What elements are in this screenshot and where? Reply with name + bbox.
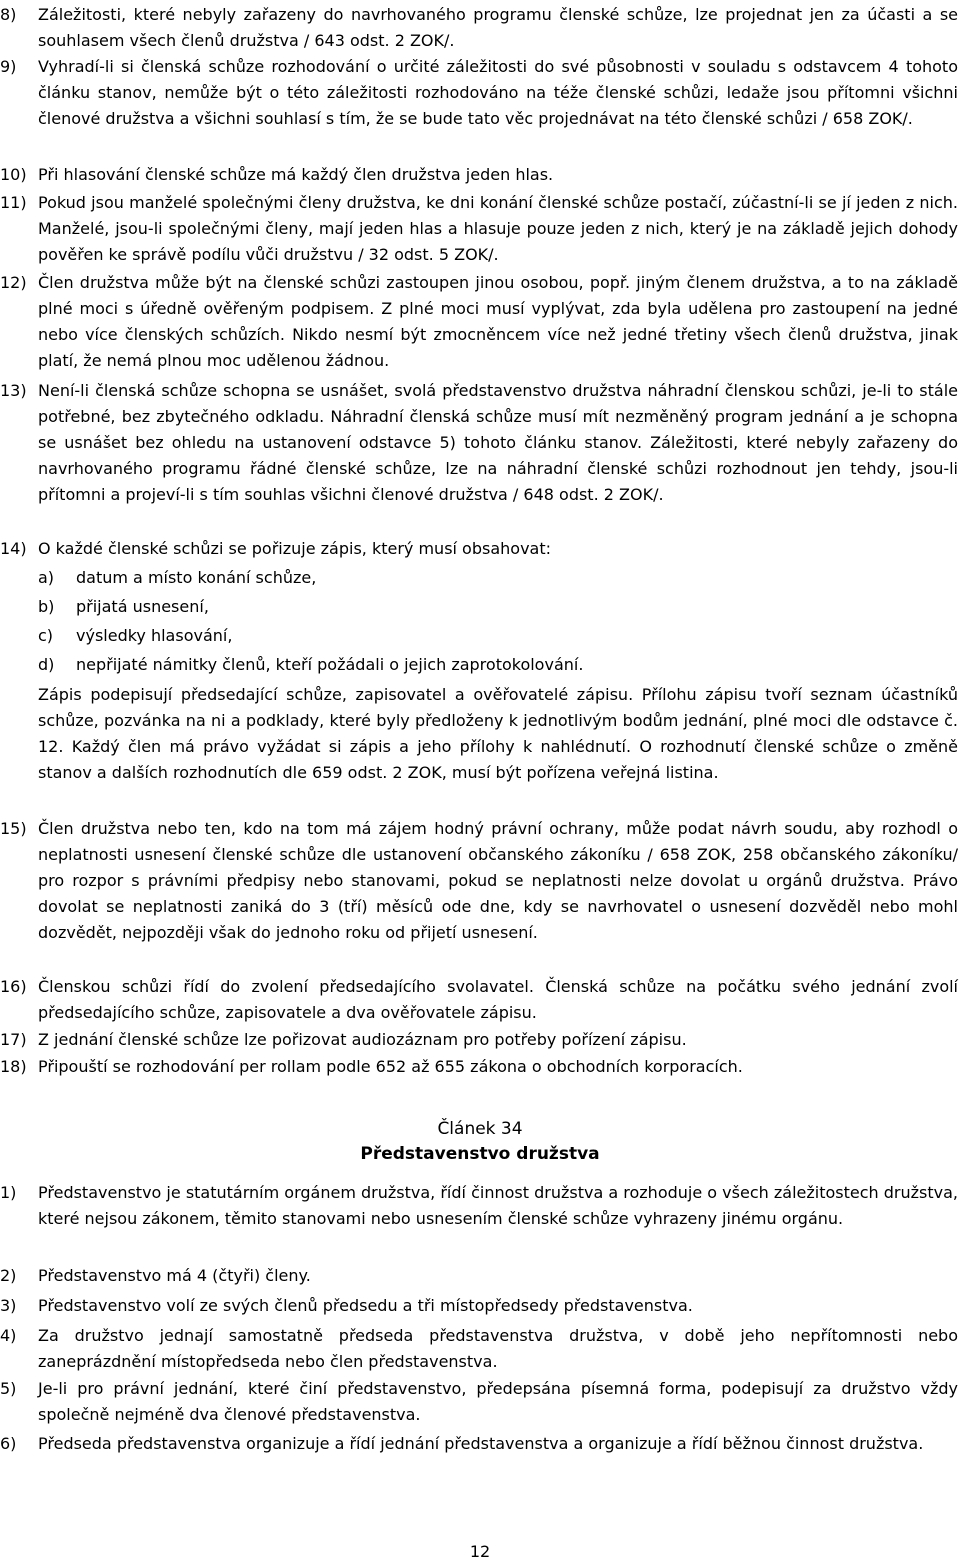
item-text: Připouští se rozhodování per rollam podle 652 až 655 zákona o obchodních korporacích.: [38, 1057, 743, 1076]
page-number: 12: [469, 1542, 491, 1561]
item-18: [0, 1054, 958, 1080]
subitem-b: [38, 594, 938, 620]
subitem-a: [38, 565, 938, 591]
item-number: 14): [0, 539, 27, 558]
item-13: [0, 378, 958, 508]
item-text: Člen družstva nebo ten, kdo na tom má zájem hodný právní ochrany, může podat návrh soudu, aby rozhodl o neplatnosti usnesení členské schůze dle ustanovení občanského zákoníku / 658 ZOK, 258 občanského zákoníku/ pro rozpor s právními předpisy nebo stanovami, pokud se neplatnosti nelze dovolat u orgánů družstva. Právo dovolat se neplatnosti zaniká do 3 (tří) měsíců ode dne, kdy se navrhovatel o usnesení dozvěděl nebo mohl dozvědět, nejpozději však do jednoho roku od přijetí usnesení.: [38, 819, 958, 942]
item-text: Při hlasování členské schůze má každý člen družstva jeden hlas.: [38, 165, 554, 184]
item-15: [0, 816, 958, 946]
subitem-c: [38, 623, 938, 649]
item-number: 3): [0, 1296, 17, 1315]
item-14-continuation: [0, 682, 958, 786]
item-number: 11): [0, 193, 27, 212]
item-text: Zápis podepisují předsedající schůze, zapisovatel a ověřovatelé zápisu. Přílohu zápisu tvoří seznam účastníků schůze, pozvánka na ni a podklady, které byly předloženy k jednotlivým bodům jednání, plné moci dle odstavce č. 12. Každý člen má právo vyžádat si zápis a jeho přílohy k nahlédnutí. O rozhodnutí členské schůze o změně stanov a dalších rozhodnutích dle 659 odst. 2 ZOK, musí být pořízena veřejná listina.: [38, 685, 958, 782]
item-text: Představenstvo je statutárním orgánem družstva, řídí činnost družstva a rozhoduje o všech záležitostech družstva, které nejsou zákonem, těmito stanovami nebo usnesením členské schůze vyhrazeny jinému orgánu.: [38, 1183, 958, 1228]
item-number: 12): [0, 273, 27, 292]
item-number: 1): [0, 1183, 17, 1202]
item-number: 8): [0, 5, 17, 24]
item-number: 4): [0, 1326, 17, 1345]
subitem-letter: c): [38, 626, 54, 645]
subitem-d: [38, 652, 938, 678]
item-11: [0, 190, 958, 268]
subitem-text: výsledky hlasování,: [76, 626, 233, 645]
item-16: [0, 974, 958, 1026]
item-number: 17): [0, 1030, 27, 1049]
item-8: [0, 2, 958, 54]
item-text: Není-li členská schůze schopna se usnášet, svolá představenstvo družstva náhradní členskou schůzi, je-li to stále potřebné, bez zbytečného odkladu. Náhradní členská schůze musí mít nezměněný program jednání a je schopna se usnášet bez ohledu na ustanovení odstavce 5) tohoto článku stanov. Záležitosti, které nebyly zařazeny do navrhovaného programu řádné členské schůze, lze na náhradní členské schůzi rozhodnout jen tehdy, jsou-li přítomni a projeví-li s tím souhlas všichni členové družstva / 648 odst. 2 ZOK/.: [38, 381, 958, 504]
item-number: 10): [0, 165, 27, 184]
article-title: Představenstvo družstva: [360, 1144, 600, 1164]
article-item-3: [0, 1293, 958, 1319]
item-number: 5): [0, 1379, 17, 1398]
item-number: 15): [0, 819, 27, 838]
item-text: Představenstvo volí ze svých členů předsedu a tři místopředsedy představenstva.: [38, 1296, 693, 1315]
item-text: Za družstvo jednají samostatně předseda představenstva družstva, v době jeho nepřítomnosti nebo zaneprázdnění místopředseda nebo člen představenstva.: [38, 1326, 958, 1371]
article-item-5: [0, 1376, 958, 1428]
subitem-text: datum a místo konání schůze,: [76, 568, 317, 587]
item-text: Záležitosti, které nebyly zařazeny do navrhovaného programu členské schůze, lze projednat jen za účasti a se souhlasem všech členů družstva / 643 odst. 2 ZOK/.: [38, 5, 958, 50]
article-item-1: [0, 1180, 958, 1232]
article-item-6: [0, 1431, 958, 1457]
item-number: 13): [0, 381, 27, 400]
item-text: Z jednání členské schůze lze pořizovat audiozáznam pro potřeby pořízení zápisu.: [38, 1030, 687, 1049]
item-text: Pokud jsou manželé společnými členy družstva, ke dni konání členské schůze postačí, zúčastní-li se jí jeden z nich. Manželé, jsou-li společnými členy, mají jeden hlas a hlasuje pouze jeden z nich, který je na základě jejich dohody pověřen ke správě podílu vůči družstvu / 32 odst. 5 ZOK/.: [38, 193, 958, 264]
article-number: Článek 34: [437, 1119, 523, 1139]
item-number: 16): [0, 977, 27, 996]
item-10: [0, 162, 958, 188]
item-17: [0, 1027, 958, 1053]
item-12: [0, 270, 958, 374]
item-number: 9): [0, 57, 17, 76]
item-text: Předseda představenstva organizuje a řídí jednání představenstva a organizuje a řídí běžnou činnost družstva.: [38, 1434, 924, 1453]
subitem-letter: b): [38, 597, 55, 616]
item-text: Představenstvo má 4 (čtyři) členy.: [38, 1266, 311, 1285]
item-text: Je-li pro právní jednání, které činí představenstvo, předepsána písemná forma, podepisují za družstvo vždy společně nejméně dva členové představenstva.: [38, 1379, 958, 1424]
article-item-4: [0, 1323, 958, 1375]
item-text: Člen družstva může být na členské schůzi zastoupen jinou osobou, popř. jiným členem družstva, a to na základě plné moci s úředně ověřeným podpisem. Z plné moci musí vyplývat, zda byla udělena pro zastoupení na jedné nebo více členských schůzích. Nikdo nesmí být zmocněncem více než jedné třetiny všech členů družstva, jinak platí, že nemá plnou moc udělenou žádnou.: [38, 273, 958, 370]
item-text: Členskou schůzi řídí do zvolení předsedajícího svolavatel. Členská schůze na počátku svého jednání zvolí předsedajícího schůze, zapisovatele a dva ověřovatele zápisu.: [38, 977, 958, 1022]
item-number: 18): [0, 1057, 27, 1076]
item-14: [0, 536, 958, 562]
article-item-2: [0, 1263, 958, 1289]
item-9: [0, 54, 958, 132]
subitem-letter: a): [38, 568, 55, 587]
item-text: Vyhradí-li si členská schůze rozhodování o určité záležitosti do své působnosti v souladu s odstavcem 4 tohoto článku stanov, nemůže být o této záležitosti rozhodováno na téže členské schůzi, ledaže jsou přítomni všichni členové družstva a všichni souhlasí s tím, že se bude tato věc projednávat na této členské schůzi / 658 ZOK/.: [38, 57, 958, 128]
item-text: O každé členské schůzi se pořizuje zápis, který musí obsahovat:: [38, 539, 552, 558]
subitem-text: nepřijaté námitky členů, kteří požádali o jejich zaprotokolování.: [76, 655, 584, 674]
item-number: 6): [0, 1434, 17, 1453]
item-number: 2): [0, 1266, 17, 1285]
subitem-letter: d): [38, 655, 55, 674]
subitem-text: přijatá usnesení,: [76, 597, 209, 616]
